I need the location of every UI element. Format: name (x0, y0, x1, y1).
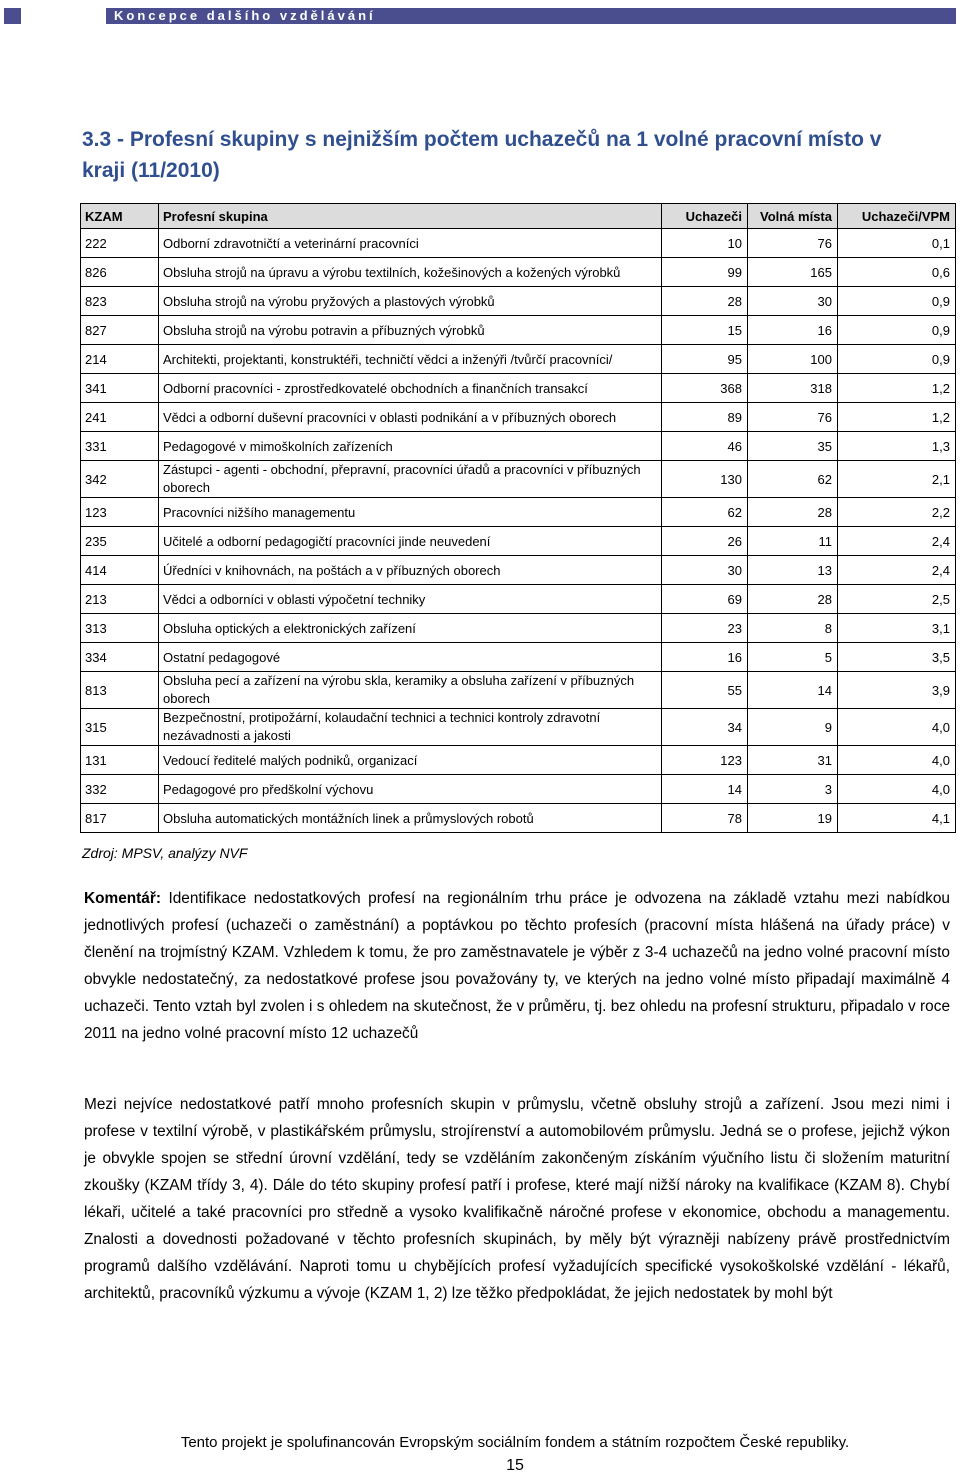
cell-vacancies: 28 (748, 498, 838, 527)
section-title: 3.3 - Profesní skupiny s nejnižším počtem uchazečů na 1 volné pracovní místo v kraji (11/2010) (82, 128, 882, 182)
cell-vacancies: 5 (748, 643, 838, 672)
cell-group-text: Obsluha pecí a zařízení na výrobu skla, keramiky a obsluha zařízení v příbuzných oborech (163, 673, 635, 706)
cell-vacancies: 31 (748, 746, 838, 775)
cell-vacancies: 19 (748, 804, 838, 833)
cell-applicants: 62 (662, 498, 748, 527)
source-note: Zdroj: MPSV, analýzy NVF (82, 845, 248, 861)
comment-paragraph (84, 885, 950, 1047)
cell-group: Vedoucí ředitelé malých podniků, organizací (159, 746, 662, 775)
cell-ratio: 4,0 (838, 709, 956, 746)
cell-group (159, 461, 662, 498)
table-row (81, 585, 956, 614)
cell-vacancies: 3 (748, 775, 838, 804)
cell-ratio: 2,5 (838, 585, 956, 614)
cell-ratio: 3,9 (838, 672, 956, 709)
cell-ratio: 2,2 (838, 498, 956, 527)
cell-ratio: 4,0 (838, 775, 956, 804)
cell-ratio: 2,1 (838, 461, 956, 498)
cell-applicants: 99 (662, 258, 748, 287)
cell-applicants: 23 (662, 614, 748, 643)
cell-kzam: 235 (81, 527, 159, 556)
table-row (81, 229, 956, 258)
header-square (4, 8, 21, 24)
cell-kzam: 213 (81, 585, 159, 614)
cell-vacancies: 13 (748, 556, 838, 585)
cell-kzam: 315 (81, 709, 159, 746)
cell-group: Obsluha strojů na úpravu a výrobu textilních, kožešinových a kožených výrobků (159, 258, 662, 287)
cell-kzam: 222 (81, 229, 159, 258)
cell-group: Obsluha automatických montážních linek a průmyslových robotů (159, 804, 662, 833)
cell-kzam: 813 (81, 672, 159, 709)
table-row (81, 527, 956, 556)
cell-ratio: 4,1 (838, 804, 956, 833)
cell-ratio: 2,4 (838, 527, 956, 556)
cell-group: Ostatní pedagogové (159, 643, 662, 672)
cell-kzam: 332 (81, 775, 159, 804)
cell-kzam: 123 (81, 498, 159, 527)
page-number: 15 (506, 1457, 524, 1474)
cell-applicants: 46 (662, 432, 748, 461)
cell-group: Učitelé a odborní pedagogičtí pracovníci jinde neuvedení (159, 527, 662, 556)
cell-vacancies: 30 (748, 287, 838, 316)
cell-kzam: 313 (81, 614, 159, 643)
table-row (81, 804, 956, 833)
table-row (81, 287, 956, 316)
cell-kzam: 826 (81, 258, 159, 287)
cell-vacancies: 28 (748, 585, 838, 614)
cell-group (159, 672, 662, 709)
cell-kzam: 331 (81, 432, 159, 461)
cell-applicants: 34 (662, 709, 748, 746)
cell-applicants: 14 (662, 775, 748, 804)
cell-kzam: 823 (81, 287, 159, 316)
cell-vacancies: 76 (748, 229, 838, 258)
table-row (81, 746, 956, 775)
cell-kzam: 334 (81, 643, 159, 672)
cell-group: Pracovníci nižšího managementu (159, 498, 662, 527)
cell-applicants: 89 (662, 403, 748, 432)
cell-group: Obsluha strojů na výrobu potravin a příbuzných výrobků (159, 316, 662, 345)
cell-vacancies: 165 (748, 258, 838, 287)
cell-vacancies: 9 (748, 709, 838, 746)
table-row (81, 345, 956, 374)
cell-kzam: 241 (81, 403, 159, 432)
cell-ratio: 4,0 (838, 746, 956, 775)
cell-ratio: 1,3 (838, 432, 956, 461)
table-header-row (81, 204, 956, 229)
cell-kzam: 131 (81, 746, 159, 775)
cell-applicants: 26 (662, 527, 748, 556)
cell-group: Pedagogové pro předškolní výchovu (159, 775, 662, 804)
comment-label: Komentář: (84, 890, 161, 907)
cell-group: Odborní zdravotničtí a veterinární pracovníci (159, 229, 662, 258)
cell-applicants: 95 (662, 345, 748, 374)
table-row (81, 461, 956, 498)
table-row (81, 316, 956, 345)
footer-note: Tento projekt je spolufinancován Evropským sociálním fondem a státním rozpočtem České republiky. (180, 1434, 850, 1451)
cell-vacancies: 16 (748, 316, 838, 345)
table-row (81, 498, 956, 527)
cell-applicants: 78 (662, 804, 748, 833)
table-row (81, 775, 956, 804)
header-banner-text: Koncepce dalšího vzdělávání (114, 8, 376, 23)
cell-applicants: 123 (662, 746, 748, 775)
cell-vacancies: 11 (748, 527, 838, 556)
cell-applicants: 55 (662, 672, 748, 709)
cell-applicants: 30 (662, 556, 748, 585)
cell-group: Obsluha strojů na výrobu pryžových a plastových výrobků (159, 287, 662, 316)
cell-applicants: 368 (662, 374, 748, 403)
cell-group: Pedagogové v mimoškolních zařízeních (159, 432, 662, 461)
table-row (81, 403, 956, 432)
cell-kzam: 341 (81, 374, 159, 403)
table-row (81, 672, 956, 709)
col-header-kzam: KZAM (81, 204, 159, 229)
cell-ratio: 1,2 (838, 374, 956, 403)
cell-group: Vědci a odborní duševní pracovníci v oblasti podnikání a v příbuzných oborech (159, 403, 662, 432)
table-row (81, 614, 956, 643)
cell-kzam: 414 (81, 556, 159, 585)
cell-kzam: 827 (81, 316, 159, 345)
table-row (81, 374, 956, 403)
cell-vacancies: 35 (748, 432, 838, 461)
cell-group-text: Bezpečnostní, protipožární, kolaudační technici a technici kontroly zdravotní nezávadnosti a jakosti (163, 710, 601, 743)
cell-ratio: 3,5 (838, 643, 956, 672)
cell-ratio: 0,6 (838, 258, 956, 287)
cell-group: Obsluha optických a elektronických zařízení (159, 614, 662, 643)
cell-applicants: 16 (662, 643, 748, 672)
cell-applicants: 10 (662, 229, 748, 258)
cell-vacancies: 100 (748, 345, 838, 374)
cell-applicants: 69 (662, 585, 748, 614)
cell-vacancies: 8 (748, 614, 838, 643)
col-header-applicants: Uchazeči (662, 204, 748, 229)
cell-ratio: 0,1 (838, 229, 956, 258)
cell-applicants: 28 (662, 287, 748, 316)
cell-ratio: 3,1 (838, 614, 956, 643)
table-row (81, 643, 956, 672)
cell-kzam: 214 (81, 345, 159, 374)
body-paragraph: Mezi nejvíce nedostatkové patří mnoho profesních skupin v průmyslu, včetně obsluhy strojů a zařízení. Jsou mezi nimi i profese v textilní výrobě, v plastikářském průmyslu, strojírenství a automobilovém průmyslu. Jedná se o profese, jejichž výkon je obvykle spojen se střední úrovní vzdělání, tedy se vzděláním zakončeným získáním výučního listu či složením maturitní zkoušky (KZAM třídy 3, 4). Dále do této skupiny profesí patří i profese, které mají nižší nároky na kvalifikace (KZAM 8). Chybí lékaři, učitelé a také pracovníci pro středně a vysoko kvalifikačně náročné profese v ekonomice, obchodu a managementu. Znalosti a dovednosti požadované v těchto profesních skupinách, by měly být výrazněji nabízeny právě prostřednictvím programů dalšího vzdělávání. Naproti tomu u chybějících profesí vyžadujících specifické vysokoškolské vzdělání - lékařů, architektů, pracovníků výzkumu a vývoje (KZAM 1, 2) lze těžko předpokládat, že jejich nedostatek by mohl být (84, 1096, 950, 1302)
table-row (81, 556, 956, 585)
cell-applicants: 130 (662, 461, 748, 498)
cell-ratio: 0,9 (838, 316, 956, 345)
cell-group: Architekti, projektanti, konstruktéři, techničtí vědci a inženýři /tvůrčí pracovníci/ (159, 345, 662, 374)
cell-group: Odborní pracovníci - zprostředkovatelé obchodních a finančních transakcí (159, 374, 662, 403)
cell-ratio: 0,9 (838, 287, 956, 316)
cell-applicants: 15 (662, 316, 748, 345)
cell-kzam: 817 (81, 804, 159, 833)
cell-vacancies: 76 (748, 403, 838, 432)
cell-ratio: 1,2 (838, 403, 956, 432)
cell-kzam: 342 (81, 461, 159, 498)
cell-ratio: 0,9 (838, 345, 956, 374)
comment-text: Identifikace nedostatkových profesí na regionálním trhu práce je odvozena na základě vztahu mezi nabídkou jednotlivých profesí (uchazeči o zaměstnání) a poptávkou po těchto profesích (pracovní místa hlášená na úřady práce) v členění na trojmístný KZAM. Vzhledem k tomu, že pro zaměstnavatele je výběr z 3-4 uchazečů na jedno volné pracovní místo obvykle nedostatečný, za nedostatkové profese jsou považovány ty, ve kterých na jedno volné místo připadají maximálně 4 uchazeči. Tento vztah byl zvolen i s ohledem na skutečnost, že v průměru, tj. bez ohledu na profesní strukturu, připadalo v roce 2011 na jedno volné pracovní místo 12 uchazečů (84, 890, 950, 1042)
cell-group-text: Zástupci - agenti - obchodní, přepravní, pracovníci úřadů a pracovníci v příbuzných oborech (163, 462, 641, 495)
col-header-group: Profesní skupina (159, 204, 662, 229)
professions-table (80, 203, 956, 833)
col-header-vacancies: Volná místa (748, 204, 838, 229)
table-row (81, 709, 956, 746)
table-row (81, 258, 956, 287)
cell-ratio: 2,4 (838, 556, 956, 585)
cell-vacancies: 14 (748, 672, 838, 709)
cell-group: Úředníci v knihovnách, na poštách a v příbuzných oborech (159, 556, 662, 585)
cell-vacancies: 62 (748, 461, 838, 498)
table-row (81, 432, 956, 461)
cell-group: Vědci a odborníci v oblasti výpočetní techniky (159, 585, 662, 614)
cell-group (159, 709, 662, 746)
col-header-ratio: Uchazeči/VPM (838, 204, 956, 229)
cell-vacancies: 318 (748, 374, 838, 403)
